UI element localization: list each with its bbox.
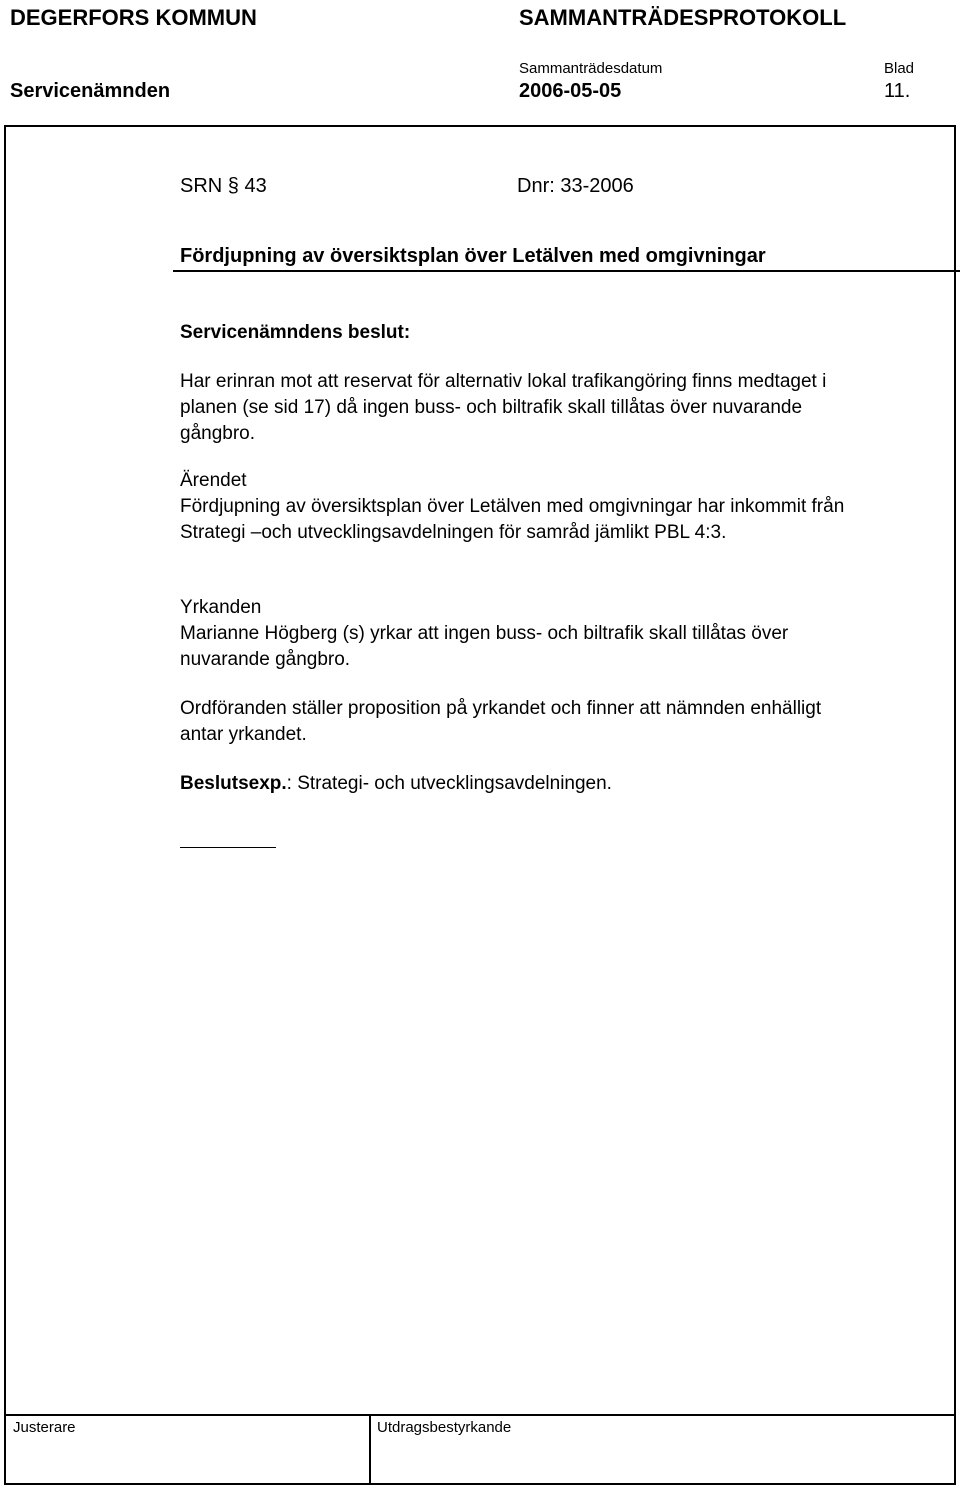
page-label: Blad [884,60,915,77]
meeting-date-label: Sammanträdesdatum [519,60,663,77]
end-rule [180,847,276,848]
motions-line-2: nuvarande gångbro. [180,649,351,670]
adjuster-label: Justerare [13,1419,76,1436]
dispatch-text: : Strategi- och utvecklingsavdelningen. [286,773,612,794]
motions-heading: Yrkanden [180,597,262,618]
dispatch-label: Beslutsexp. [180,773,287,794]
extract-certification-label: Utdragsbestyrkande [377,1419,512,1436]
dnr-number: Dnr: 33-2006 [517,175,634,197]
case-reference [180,173,267,199]
document-type: SAMMANTRÄDESPROTOKOLL [519,5,847,30]
srn-prefix: SRN [180,175,223,197]
decision-line-2: planen (se sid 17) då ingen buss- och biltrafik skall tillåtas över nuvarande [180,397,803,418]
matter-line-1: Fördjupning av översiktsplan över Letälven med omgivningar har inkommit från [180,496,845,517]
footer-rule [4,1414,956,1416]
paragraph-sign: § [227,175,239,197]
matter-heading: Ärendet [180,470,247,491]
decision-line-3: gångbro. [180,423,256,444]
page-number: 11. [884,80,911,102]
document-frame [4,125,956,1485]
meeting-date: 2006-05-05 [519,80,622,102]
decision-line-1: Har erinran mot att reservat för alternativ lokal trafikangöring finns medtaget i [180,371,827,392]
motions-line-1: Marianne Högberg (s) yrkar att ingen buss- och biltrafik skall tillåtas över [180,623,789,644]
matter-line-2: Strategi –och utvecklingsavdelningen för samråd jämlikt PBL 4:3. [180,522,727,543]
case-title: Fördjupning av översiktsplan över Letälven med omgivningar [180,245,766,267]
proposition-line-1: Ordföranden ställer proposition på yrkandet och finner att nämnden enhälligt [180,698,822,719]
dispatch-line [180,771,612,797]
municipality-name: DEGERFORS KOMMUN [10,5,257,30]
srn-number: 43 [244,175,267,197]
footer-divider [369,1414,371,1485]
title-rule [173,270,960,272]
committee-name: Servicenämnden [10,80,171,102]
decision-heading: Servicenämndens beslut: [180,322,411,343]
proposition-line-2: antar yrkandet. [180,724,307,745]
